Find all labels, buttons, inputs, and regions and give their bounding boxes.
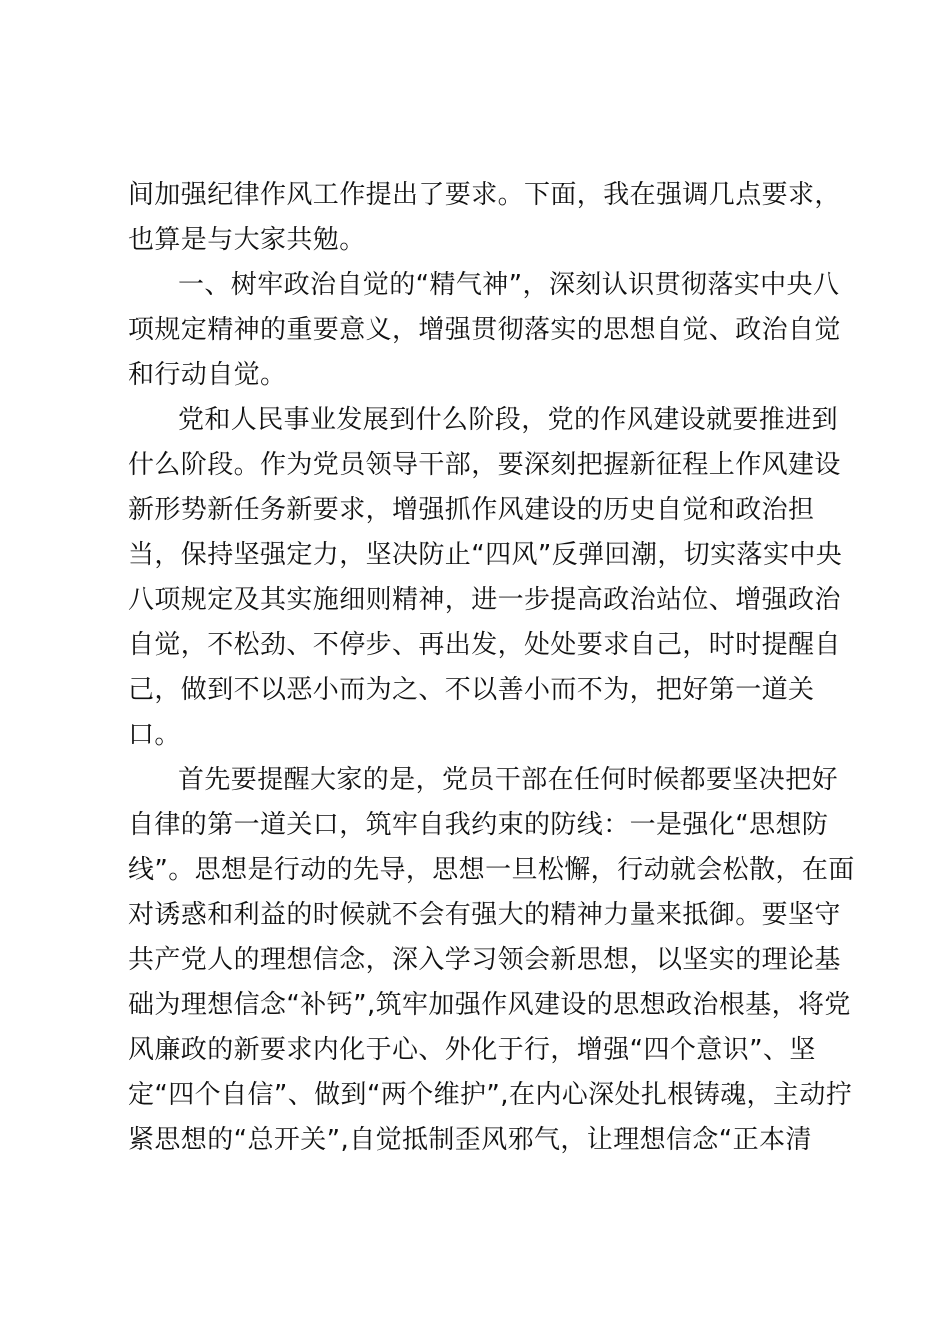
paragraph-line: 础为理想信念“补钙”,筑牢加强作风建设的思想政治根基，将党	[128, 990, 851, 1020]
section-heading-line: 项规定精神的重要意义，增强贯彻落实的思想自觉、政治自觉	[128, 315, 841, 345]
section-heading-line: 一、树牢政治自觉的“精气神”，深刻认识贯彻落实中央八	[178, 270, 840, 300]
paragraph-line: 当，保持坚强定力，坚决防止“四风”反弹回潮，切实落实中央	[128, 540, 843, 570]
paragraph-line: 间加强纪律作风工作提出了要求。下面，我在强调几点要求，	[128, 180, 841, 210]
paragraph-line: 风廉政的新要求内化于心、外化于行，增强“四个意识”、坚	[128, 1035, 816, 1065]
paragraph-line: 共产党人的理想信念，深入学习领会新思想，以坚实的理论基	[128, 945, 841, 975]
paragraph-line: 新形势新任务新要求，增强抓作风建设的历史自觉和政治担	[128, 495, 815, 525]
paragraph-line: 口。	[128, 720, 181, 750]
paragraph-line: 党和人民事业发展到什么阶段，党的作风建设就要推进到	[178, 405, 839, 435]
paragraph-line: 紧思想的“总开关”,自觉抵制歪风邪气，让理想信念“正本清	[128, 1125, 812, 1155]
paragraph-line: 对诱惑和利益的时候就不会有强大的精神力量来抵御。要坚守	[128, 900, 841, 930]
section-heading-line: 和行动自觉。	[128, 360, 287, 390]
paragraph-line: 定“四个自信”、做到“两个维护”,在内心深处扎根铸魂，主动拧	[128, 1080, 853, 1110]
paragraph-line: 什么阶段。作为党员领导干部，要深刻把握新征程上作风建设	[128, 450, 841, 480]
paragraph-line: 自觉，不松劲、不停步、再出发，处处要求自己，时时提醒自	[128, 630, 841, 660]
paragraph-line: 己，做到不以恶小而为之、不以善小而不为，把好第一道关	[128, 675, 815, 705]
paragraph-line: 也算是与大家共勉。	[128, 225, 366, 255]
paragraph-line: 自律的第一道关口，筑牢自我约束的防线：一是强化“思想防	[128, 810, 829, 840]
paragraph-line: 线”。思想是行动的先导，思想一旦松懈，行动就会松散，在面	[128, 855, 855, 885]
paragraph-line: 八项规定及其实施细则精神，进一步提高政治站位、增强政治	[128, 585, 841, 615]
paragraph-line: 首先要提醒大家的是，党员干部在任何时候都要坚决把好	[178, 765, 839, 795]
